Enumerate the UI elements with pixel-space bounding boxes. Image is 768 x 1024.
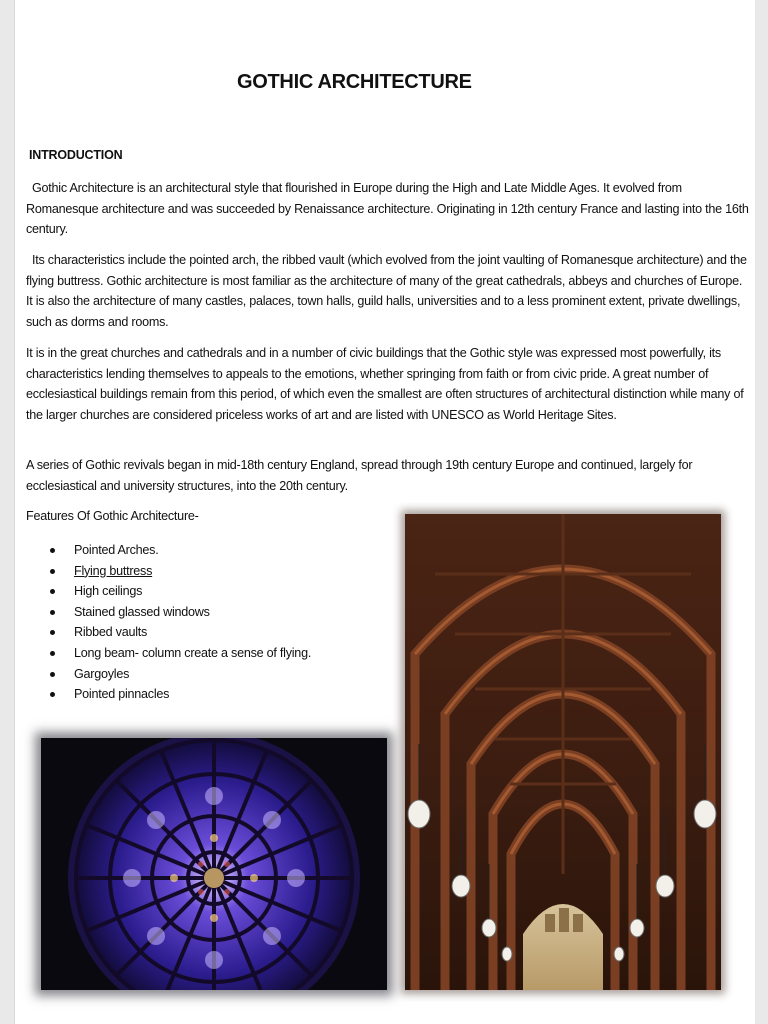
bullet-icon — [50, 548, 55, 553]
bullet-icon — [50, 569, 55, 574]
bullet-icon — [50, 610, 55, 615]
document-page — [14, 0, 755, 1024]
list-item: Ribbed vaults — [26, 622, 311, 643]
bullet-icon — [50, 651, 55, 656]
paragraph-revivals: A series of Gothic revivals began in mid-18th century England, spread through 19th century Europe and continued, largely for ecclesiastical and university structures, into the 20th century. — [26, 458, 693, 493]
paragraph-characteristics — [26, 250, 751, 332]
list-item-link[interactable]: Flying buttress — [26, 561, 311, 582]
bullet-icon — [50, 672, 55, 677]
page-title: GOTHIC ARCHITECTURE — [237, 71, 472, 93]
list-item: Long beam- column create a sense of flying. — [26, 643, 311, 664]
paragraph-characteristics-text: Its characteristics include the pointed arch, the ribbed vault (which evolved from the joint vaulting of Romanesque architecture) and the flying buttress. Gothic architecture is most familiar as the architecture of many of the great cathedrals, abbeys and churches of Europe. It is also the architecture of many castles, palaces, town halls, guild halls, universities and to a less prominent extent, private dwellings, such as dorms and rooms. — [26, 253, 747, 329]
list-item: Gargoyles — [26, 664, 311, 685]
rose-window-image — [41, 738, 387, 990]
list-item: High ceilings — [26, 581, 311, 602]
vaulted-ceiling-image — [405, 514, 721, 990]
list-item: Stained glassed windows — [26, 602, 311, 623]
list-item: Pointed pinnacles — [26, 684, 311, 705]
bullet-icon — [50, 630, 55, 635]
paragraph-intro-text: Gothic Architecture is an architectural style that flourished in Europe during the High and Late Middle Ages. It evolved from Romanesque architecture and was succeeded by Renaissance architecture. Originating in 12th century France and lasting into the 16th century. — [26, 181, 749, 236]
section-heading-introduction: INTRODUCTION — [29, 148, 123, 162]
features-list — [26, 540, 311, 705]
bullet-icon — [50, 589, 55, 594]
features-heading: Features Of Gothic Architecture- — [26, 509, 199, 523]
paragraph-churches: It is in the great churches and cathedrals and in a number of civic buildings that the Gothic style was expressed most powerfully, its characteristics lending themselves to appeals to the emotions, whether springing from faith or from civic pride. A great number of ecclesiastical buildings remain from this period, of which even the smallest are often structures of architectural distinction while many of the larger churches are considered priceless works of art and are listed with UNESCO as World Heritage Sites. — [26, 346, 744, 422]
vaulted-ceiling-illustration — [405, 514, 721, 990]
bullet-icon — [50, 692, 55, 697]
paragraph-intro — [26, 178, 751, 240]
rose-window-illustration — [41, 738, 387, 990]
list-item: Pointed Arches. — [26, 540, 311, 561]
